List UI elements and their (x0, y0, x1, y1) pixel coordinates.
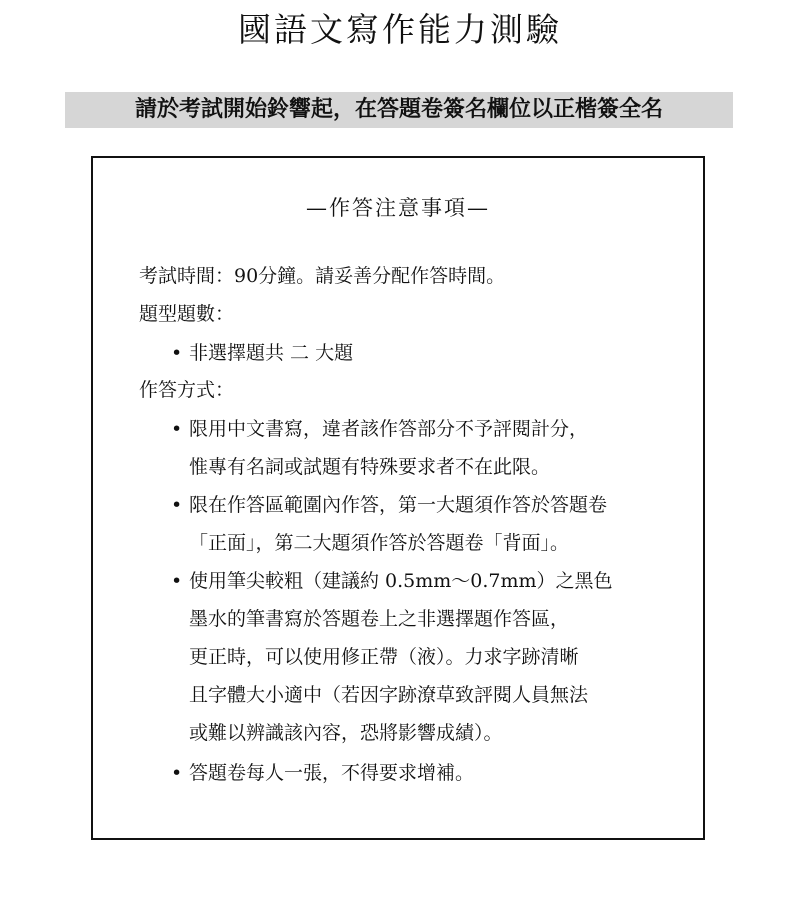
question-type-text: 非選擇題共 二 大題 (189, 342, 354, 364)
bullet-icon: • (171, 570, 183, 592)
sign-notice-banner: 請於考試開始鈴響起，在答題卷簽名欄位以正楷簽全名 (65, 92, 733, 128)
answer-method-line: 限用中文書寫，違者該作答部分不予評閱計分， (189, 418, 589, 440)
bullet-icon: • (171, 762, 183, 784)
answer-method-line: 限在作答區範圍內作答，第一大題須作答於答題卷 (189, 494, 608, 516)
notice-heading: —作答注意事項— (306, 196, 490, 220)
answer-method-line: 答題卷每人一張，不得要求增補。 (189, 762, 475, 784)
notice-box (91, 156, 705, 840)
answer-method-line: 且字體大小適中（若因字跡潦草致評閱人員無法 (189, 684, 589, 706)
bullet-icon: • (171, 418, 183, 440)
answer-method-line: 墨水的筆書寫於答題卷上之非選擇題作答區， (189, 608, 570, 630)
page-title: 國語文寫作能力測驗 (238, 10, 562, 49)
answer-method-line: 或難以辨識該內容，恐將影響成績）。 (189, 722, 503, 744)
answer-method-line: 更正時，可以使用修正帶（液）。力求字跡清晰 (189, 646, 579, 668)
answer-method-line: 惟專有名詞或試題有特殊要求者不在此限。 (189, 456, 551, 478)
exam-time-text: 考試時間：90分鐘。請妥善分配作答時間。 (139, 265, 506, 287)
answer-method-label: 作答方式： (139, 379, 235, 401)
question-type-label: 題型題數： (139, 303, 235, 325)
bullet-icon: • (171, 494, 183, 516)
bullet-icon: • (171, 342, 183, 364)
answer-method-line: 使用筆尖較粗（建議約 0.5mm～0.7mm）之黑色 (189, 570, 613, 592)
answer-method-line: 「正面」，第二大題須作答於答題卷「背面」。 (189, 532, 570, 554)
